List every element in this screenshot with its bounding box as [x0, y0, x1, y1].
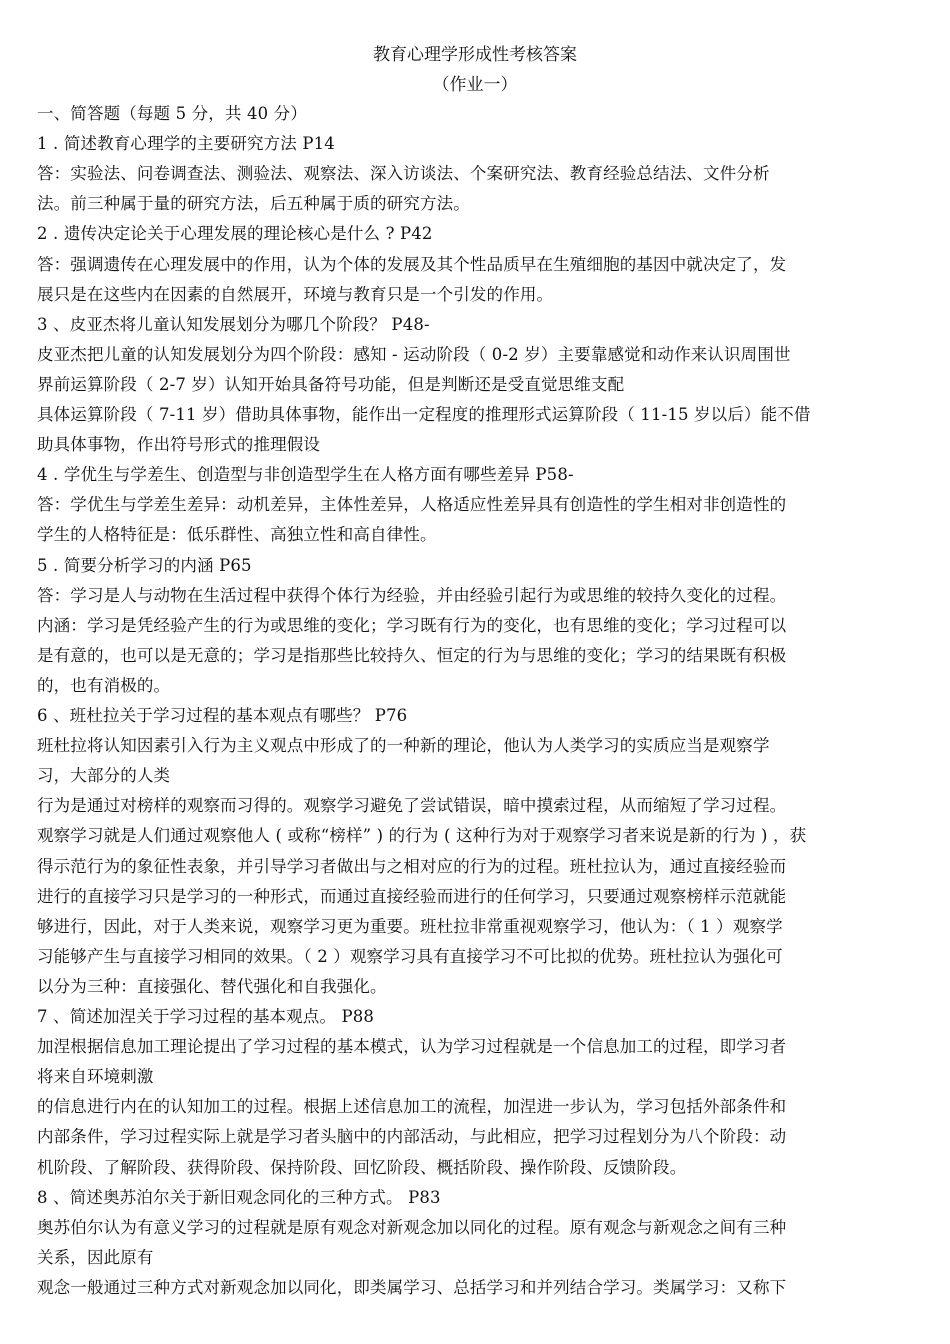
text-line: 助具体事物，作出符号形式的推理假设 [37, 435, 321, 455]
text-line: 界前运算阶段（ 2-7 岁）认知开始具备符号功能，但是判断还是受直觉思维支配 [37, 374, 625, 394]
document-subtitle: （作业一） [432, 75, 518, 95]
text-line: 观念一般通过三种方式对新观念加以同化，即类属学习、总括学习和并列结合学习。类属学习：又称下 [37, 1277, 787, 1297]
text-line: 7 、简述加涅关于学习过程的基本观点。 P88 [37, 1007, 375, 1026]
text-line: 关系，因此原有 [37, 1247, 154, 1267]
text-line: 奥苏伯尔认为有意义学习的过程就是原有观念对新观念加以同化的过程。原有观念与新观念之间有三种 [37, 1217, 787, 1237]
text-line: 内部条件，学习过程实际上就是学习者头脑中的内部活动，与此相应，把学习过程划分为八个阶段：动 [37, 1127, 787, 1147]
text-line: 展只是在这些内在因素的自然展开，环境与教育只是一个引发的作用。 [37, 284, 554, 304]
text-line: 3 、皮亚杰将儿童认知发展划分为哪几个阶段？ P48- [37, 314, 430, 334]
text-line: 习，大部分的人类 [37, 766, 171, 786]
text-line: 内涵：学习是凭经验产生的行为或思维的变化；学习既有行为的变化，也有思维的变化；学习过程可以 [37, 615, 787, 635]
text-line: 1 . 简述教育心理学的主要研究方法 P14 [37, 134, 335, 154]
text-line: 将来自环境刺激 [37, 1067, 154, 1087]
text-line: 的，也有消极的。 [37, 675, 171, 695]
text-line: 行为是通过对榜样的观察而习得的。观察学习避免了尝试错误，暗中摸索过程，从而缩短了学习过程。 [37, 796, 787, 816]
text-line: 是有意的，也可以是无意的；学习是指那些比较持久、恒定的行为与思维的变化；学习的结果既有积极 [37, 645, 787, 665]
text-line: 8 、简述奥苏泊尔关于新旧观念同化的三种方式。 P83 [37, 1187, 441, 1207]
text-line: 班杜拉将认知因素引入行为主义观点中形成了的一种新的理论，他认为人类学习的实质应当是观察学 [37, 736, 770, 756]
text-line: 学生的人格特征是：低乐群性、高独立性和高自律性。 [37, 525, 437, 545]
text-line: 4 . 学优生与学差生、创造型与非创造型学生在人格方面有哪些差异 P58- [37, 465, 574, 485]
text-line: 具体运算阶段（ 7-11 岁）借助具体事物，能作出一定程度的推理形式运算阶段（ 11-15 岁以后）能不借 [37, 405, 811, 424]
text-line: 法。前三种属于量的研究方法，后五种属于质的研究方法。 [37, 194, 470, 214]
document-title: 教育心理学形成性考核答案 [373, 45, 577, 65]
text-line: 6 、班杜拉关于学习过程的基本观点有哪些？ P76 [37, 706, 408, 725]
text-line: 5 . 简要分析学习的内涵 P65 [37, 555, 252, 575]
text-line: 的信息进行内在的认知加工的过程。根据上述信息加工的流程，加涅进一步认为，学习包括外部条件和 [37, 1097, 787, 1117]
text-line: 皮亚杰把儿童的认知发展划分为四个阶段：感知 - 运动阶段（ 0-2 岁）主要靠感觉和动作来认识周围世 [37, 344, 791, 364]
text-line: 答：学优生与学差生差异：动机差异，主体性差异，人格适应性差异具有创造性的学生相对非创造性的 [37, 495, 787, 515]
text-line: 习能够产生与直接学习相同的效果。（ 2 ）观察学习具有直接学习不可比拟的优势。班杜拉认为强化可 [37, 946, 783, 966]
text-line: 观察学习就是人们通过观察他人 ( 或称“榜样” ) 的行为 ( 这种行为对于观察学习者来说是新的行为 ) ，获 [37, 826, 807, 846]
text-line: 答：实验法、问卷调查法、测验法、观察法、深入访谈法、个案研究法、教育经验总结法、文件分析 [37, 164, 770, 184]
text-line: 一、简答题（每题 5 分，共 40 分） [37, 104, 307, 123]
text-line: 2 . 遗传决定论关于心理发展的理论核心是什么 ? P42 [37, 224, 433, 244]
text-line: 加涅根据信息加工理论提出了学习过程的基本模式，认为学习过程就是一个信息加工的过程，即学习者 [37, 1037, 787, 1057]
text-line: 进行的直接学习只是学习的一种形式，而通过直接经验而进行的任何学习，只要通过观察榜样示范就能 [37, 886, 787, 906]
text-line: 机阶段、了解阶段、获得阶段、保持阶段、回忆阶段、概括阶段、操作阶段、反馈阶段。 [37, 1157, 687, 1177]
text-line: 得示范行为的象征性表象，并引导学习者做出与之相对应的行为的过程。班杜拉认为，通过直接经验而 [37, 856, 787, 876]
text-line: 够进行，因此，对于人类来说，观察学习更为重要。班杜拉非常重视观察学习，他认为：（ 1 ）观察学 [37, 916, 783, 936]
text-line: 以分为三种：直接强化、替代强化和自我强化。 [37, 976, 387, 996]
text-line: 答：强调遗传在心理发展中的作用，认为个体的发展及其个性品质早在生殖细胞的基因中就决定了，发 [37, 254, 787, 274]
text-line: 答：学习是人与动物在生活过程中获得个体行为经验，并由经验引起行为或思维的较持久变化的过程。 [37, 585, 787, 605]
